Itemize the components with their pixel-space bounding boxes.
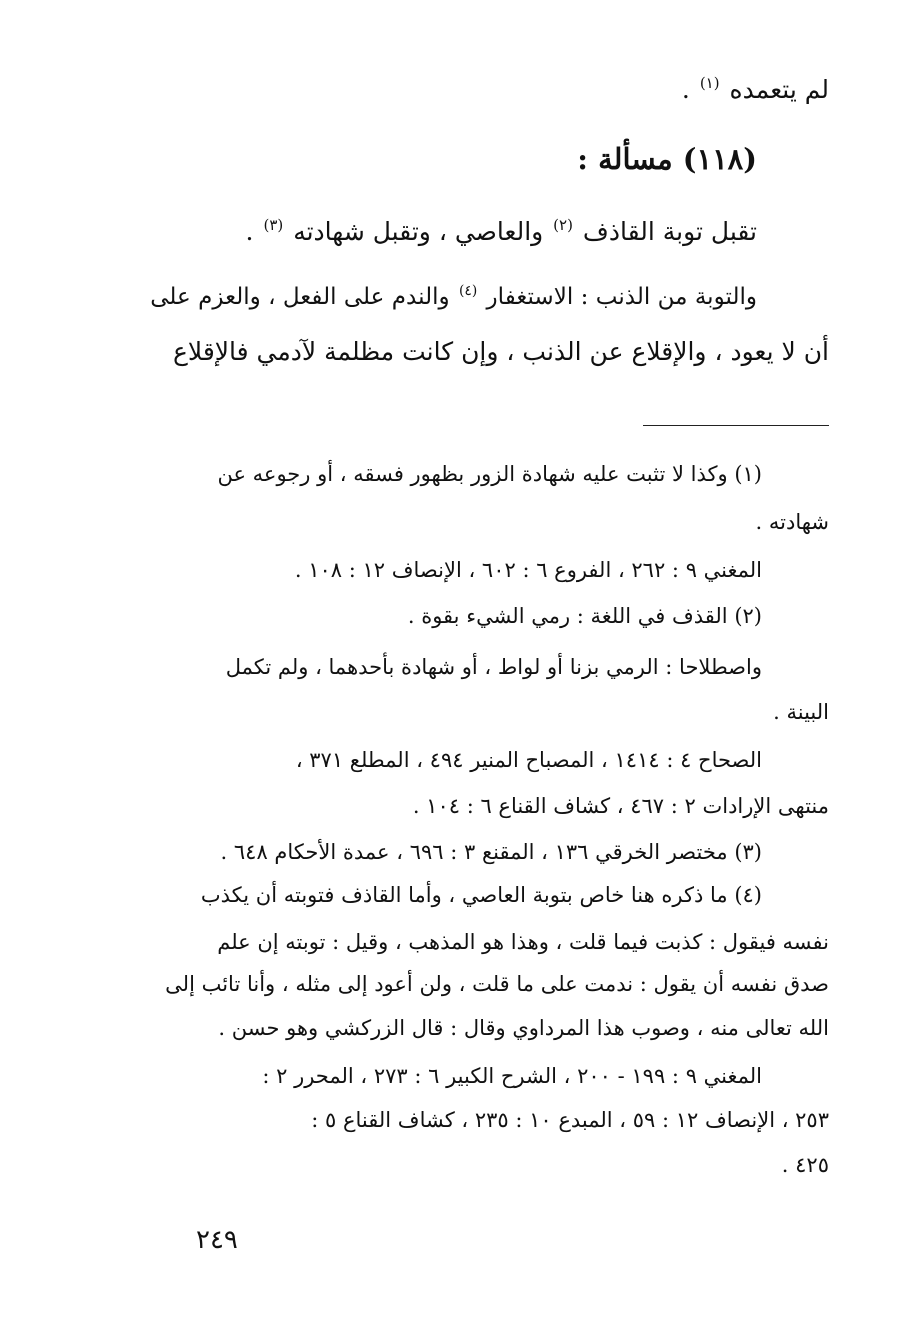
- footnote-line: المغني ٩ : ١٩٩ - ٢٠٠ ، الشرح الكبير ٦ : ٢٧٣ ، المحرر ٢ :: [262, 1064, 762, 1088]
- footnote-separator: [643, 425, 829, 426]
- issue-heading: (١١٨) مسألة :: [577, 142, 757, 176]
- footnote-line: (٢) القذف في اللغة : رمي الشيء بقوة .: [407, 604, 762, 628]
- body-text: تقبل توبة القاذف: [582, 216, 757, 246]
- body-text: والتوبة من الذنب : الاستغفار: [486, 283, 757, 310]
- footnote-ref-2: (٢): [553, 216, 573, 234]
- body-text: لم يتعمده: [729, 74, 829, 104]
- body-line-1: [682, 74, 829, 104]
- footnote-line: منتهى الإرادات ٢ : ٤٦٧ ، كشاف القناع ٦ : ١٠٤ .: [412, 794, 829, 818]
- footnote-line: ٤٢٥ .: [781, 1153, 829, 1177]
- footnote-ref-3: (٣): [263, 216, 284, 234]
- footnote-line: ٢٥٣ ، الإنصاف ١٢ : ٥٩ ، المبدع ١٠ : ٢٣٥ ، كشاف القناع ٥ :: [311, 1108, 829, 1132]
- body-text-end: .: [245, 216, 254, 246]
- body-line-5: أن لا يعود ، والإقلاع عن الذنب ، وإن كانت مظلمة لآدمي فالإقلاع: [173, 337, 829, 366]
- body-text: والندم على الفعل ، والعزم على: [150, 283, 450, 310]
- footnote-line: الله تعالى منه ، وصوب هذا المرداوي وقال : قال الزركشي وهو حسن .: [218, 1016, 829, 1040]
- footnote-line: (١) وكذا لا تثبت عليه شهادة الزور بظهور فسقه ، أو رجوعه عن: [217, 462, 762, 486]
- footnote-line: نفسه فيقول : كذبت فيما قلت ، وهذا هو المذهب ، وقيل : توبته إن علم: [217, 930, 829, 954]
- footnote-line: المغني ٩ : ٢٦٢ ، الفروع ٦ : ٦٠٢ ، الإنصاف ١٢ : ١٠٨ .: [294, 558, 762, 582]
- footnote-ref-1: (١): [699, 74, 720, 92]
- footnote-line: البينة .: [773, 700, 829, 724]
- footnote-line: واصطلاحا : الرمي بزنا أو لواط ، أو شهادة بأحدهما ، ولم تكمل: [225, 655, 762, 679]
- footnote-line: شهادته .: [755, 510, 829, 534]
- footnote-ref-4: (٤): [458, 283, 478, 299]
- footnote-line: الصحاح ٤ : ١٤١٤ ، المصباح المنير ٤٩٤ ، المطلع ٣٧١ ،: [295, 748, 762, 772]
- body-text: والعاصي ، وتقبل شهادته: [293, 216, 544, 246]
- body-text-end: .: [681, 74, 690, 104]
- page-number: ٢٤٩: [196, 1225, 238, 1255]
- body-line-3: [246, 216, 757, 246]
- footnote-line: صدق نفسه أن يقول : ندمت على ما قلت ، ولن أعود إلى مثله ، وأنا تائب إلى: [165, 972, 829, 996]
- footnote-line: (٤) ما ذكره هنا خاص بتوبة العاصي ، وأما القاذف فتوبته أن يكذب: [200, 883, 762, 907]
- footnote-line: (٣) مختصر الخرقي ١٣٦ ، المقنع ٣ : ٦٩٦ ، عمدة الأحكام ٦٤٨ .: [220, 840, 762, 864]
- body-line-4: [150, 283, 757, 310]
